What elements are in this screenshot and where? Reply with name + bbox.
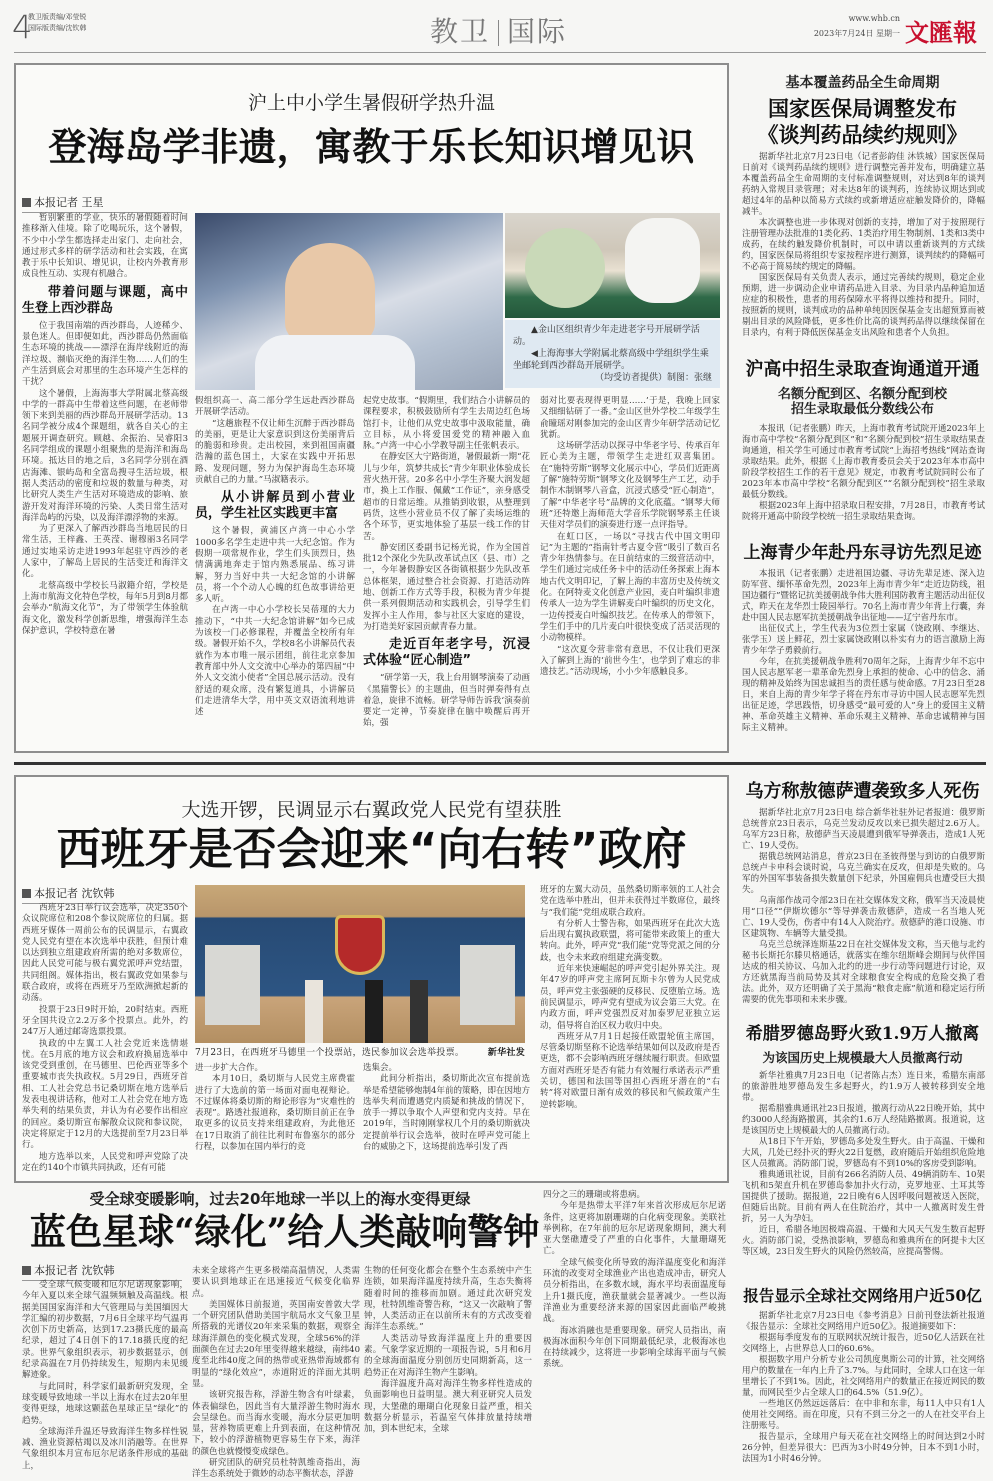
paragraph: 海冰消融也是重要现象。研究人员指出，南极海冰面积今年创下同期最低纪录，北极海冰也在持续减少，这将进一步影响全球海平面与气候系统。 bbox=[543, 1325, 726, 1370]
voting-booth bbox=[205, 945, 260, 1025]
paragraph: 一些地区仍然远远落后：在中非和东非，每11人中只有1人使用社交网络。而在印度，只有不到三分之一的人在社交平台上注册账号。 bbox=[742, 1399, 985, 1431]
byline bbox=[22, 1262, 182, 1281]
article-kicker: 基本覆盖药品全生命周期 bbox=[785, 75, 940, 91]
section-rule bbox=[14, 762, 986, 765]
article-headline: 乌方称敖德萨遭袭致多人死伤 bbox=[745, 781, 980, 802]
article-column bbox=[195, 1063, 355, 1153]
headline-line: 《谈判药品续约规则》 bbox=[757, 122, 968, 147]
paragraph: 地方选举以来，人民党和呼声党除了决定在约140个市镇共同执政，还有可能 bbox=[22, 1151, 188, 1173]
masthead-logo: 文匯報 bbox=[905, 18, 977, 47]
article-kicker: 大选开锣，民调显示右翼政党人民党有望获胜 bbox=[181, 799, 562, 821]
paragraph: “这次夏令营非常有意思，不仅让我们更深入了解到上海的‘前世今生’，也学到了难忘的非遗技艺。”活动现场，小小少年感触良多。 bbox=[540, 644, 720, 678]
paragraph: 今年是热带太平洋7年来首次形成厄尔尼诺条件，这更将加剧珊瑚的白化病变现象。美联社举例称，在7年前的厄尔尼诺现象期间，澳大利亚大堡礁遭受了严重的白化事件，大量珊瑚死亡。 bbox=[543, 1201, 726, 1257]
paragraph: 本报讯（记者张鹏）走进祖国边疆、寻访先辈足迹、深入边防军营、缅怀革命先烈，2023年上海市青少年“走近边防线，祖国边疆行”暨铭记抗美援朝战争伟大胜利国防教育主题活动出征仪式，昨天在龙华烈士陵园举行。70名上海市青少年背上行囊，奔赴中国人民志愿军抗美援朝战争出征地——辽宁省丹东市。 bbox=[742, 569, 985, 623]
paragraph: 西班牙23日举行议会选举，决定350个众议院席位和208个参议院席位的归属。据西班牙媒体一周前公布的民调显示，右翼政党人民党有望在本次选举中获胜，但预计难以达到独立组建政府所需的绝对多数席位，因此人民党可能与极右翼党派呼声党结盟，共同组阁。媒体指出，极右翼政党如果参与联合政府，或将在西班牙乃至欧洲掀起新的动荡。 bbox=[22, 903, 188, 1004]
photo-students-cruise bbox=[195, 213, 503, 390]
paragraph: 班牙的左翼大动员，虽然桑切斯率领的工人社会党在选举中胜出，但并未获得过半数席位，最终与“我们能”党组成联合政府。 bbox=[540, 885, 720, 918]
paragraph: 有分析人士警告称，如果西班牙在此次大选后出现右翼执政联盟，将可能带来政策上的重大转向。此外，呼声党“我们能”党等党派之间的分歧，也令未来政府组建充满变数。 bbox=[540, 918, 720, 963]
paragraph: 据希腊雅典通讯社23日报道，撤离行动从22日晚开始，其中约3000人经海路撤离，其余约1.6万人经陆路撤离。报道说，这是该国历史上规模最大的人员撤离行动。 bbox=[742, 1104, 985, 1136]
article-headline: 沪高中招生录取查询通道开通 bbox=[745, 359, 980, 380]
section-edu: 教卫 bbox=[430, 15, 491, 48]
paragraph: 在静安区大宁路街道，暑假最新一期“花儿与少年，筑梦共成长”青少年职业体验成长营火热开营。20多名中小学生齐聚大润发超市，换上工作服、佩戴“工作证”，亲身感受超市的日常运维。从推销到收银，从整理到码货，这些小营业员不仅了解了卖场运维的各个环节，更实地体验了基层一线工作的甘苦。 bbox=[363, 452, 530, 542]
byline-square-icon bbox=[22, 198, 31, 207]
caption-line-2: ◀上海海事大学附属北蔡高级中学组织学生乘坐邮轮到西沙群岛开展研学。 bbox=[513, 349, 709, 371]
paragraph: 全球海洋升温还导致海洋生物多样性锐减、渔业资源枯竭以及冰川消融等。在世界气象组织本月宣布厄尔尼诺条件形成的基础上， bbox=[22, 1426, 188, 1471]
paragraph: 北蔡高级中学校长马淑籍介绍，学校是上海市航海文化特色学校，每年5月到8月都会举办“航海文化节”，为了带领学生体验航海文化，激发科学创新思维，增强海洋生态保护意识，学校特意在暑 bbox=[22, 580, 188, 636]
article-column bbox=[195, 396, 355, 718]
article-headline bbox=[740, 96, 985, 148]
voter-figure bbox=[305, 980, 323, 1043]
paragraph: 这场研学活动以探寻中华老字号、传承百年匠心美为主题，带领学生走进红双喜集团。在“施特劳斯”钢琴文化展示中心，学员们近距离了解“施特劳斯”钢琴文化及钢琴生产工艺，动手制作木制钢琴八音盒，沉浸式感受“匠心制造”，了解“中华老字号”品牌的文化底蕴。“钢琴大师班”还特邀上海师范大学音乐学院钢琴系主任谈天佳对学员们的演奏进行逐一点评指导。 bbox=[540, 441, 720, 531]
paragraph: 西班牙从7月1日起接任欧盟轮值主席国，尽管桑切斯坚称不论选举结果如何以及政府是否更迭，都不会影响西班牙继续履行职责。但欧盟方面对西班牙是否有能力有效履行承诺表示严重关切，德国和法国等国担心西班牙潜在的“右转”将对欧盟日渐有成效的移民和气候政策产生逆转影响。 bbox=[540, 1031, 720, 1110]
paragraph: 今年，在抗美援朝战争胜利70周年之际，上海青少年不忘中国人民志愿军老一辈革命先烈身上承担的使命、心中的信念、涌现的精神及始终为国忠诚担当的责任感与使命感。7月23日至28日，来自上海的青少年学子将在丹东市寻访中国人民志愿军先烈出征足迹，学思践悟，切身感受“最可爱的人”身上的爱国主义精神、革命英雄主义精神、革命乐观主义精神、革命忠诚精神与国际主义精神。 bbox=[742, 657, 985, 733]
byline-text: 本报记者 沈钦韩 bbox=[34, 1264, 115, 1277]
voter-figure bbox=[410, 980, 428, 1043]
paragraph: 国家医保局有关负责人表示，通过完善续约规则，稳定企业预期，进一步调动企业申请药品进入目录、为目录内品种追加适应症的积极性，患者的用药保障水平将得以维持和提升。同时，按照新的规则，谈判成功的品种单纯因医保基金支出超预算而被剔出目录的风险降低，更多性价比高的谈判药品得以继续保留在目录内，有利于降低医保基金支出风险和患者个人负担。 bbox=[742, 273, 985, 338]
article-column bbox=[742, 424, 985, 523]
article-column bbox=[22, 213, 188, 637]
paragraph: 本月10日，桑切斯与人民党主席费霍进行了大选前的第一场面对面电视辩论。不过媒体将桑切斯的辩论形容为“灾难性的表现”。路透社报道称，桑切斯目前正在争取更多的议员支持来组建政府，为此他还在17日取消了前往比利时布鲁塞尔的部分行程，以参加在国内举行的竞 bbox=[195, 1074, 355, 1153]
photo-madrid-polling-station bbox=[195, 885, 525, 1043]
paragraph: 位于我国南端的西沙群岛，人迹稀少、景色迷人。但即便如此，西沙群岛仍然面临生态环境的挑战——漂浮在海岸线附近的海洋垃圾、濒临灭绝的海洋生物……人们的生产生活到底会对那里的生态环境产生怎样的干扰？ bbox=[22, 320, 188, 388]
paragraph: 进一步扩大合作。 bbox=[195, 1063, 264, 1073]
paragraph: 据俄总统网站消息，普京23日在圣彼得堡与到访的白俄罗斯总统卢卡申科会谈时说，乌克兰确实在反攻，但却是失败的。乌军的外国军事装备损失数量创下纪录，外国雇佣兵也遭受巨大损失。 bbox=[742, 852, 985, 895]
article-column bbox=[742, 1071, 985, 1258]
paragraph: 为了更深入了解西沙群岛当地居民的日常生活，王梓鑫、王英滢、谢穆丽3名同学通过实地采访走进1993年起驻守西沙的老人家中，了解岛上居民的生活变迁和海洋文化。 bbox=[22, 524, 188, 580]
paragraph: 受全球气候变暖和厄尔尼诺现象影响，今年入夏以来全球气温频频触及高温线。根据美国国家海洋和大气管理局与美国缅因大学汇编的初步数据，7月6日全球平均气温再次创下历史新高，达到17.23摄氏度的最高纪录，超过了4日创下的17.18摄氏度的纪录。世界气象组织表示，初步数据显示，创纪录高温在7月仍持续发生，短期内未见缓解迹象。 bbox=[22, 1280, 188, 1381]
editor-edu: 教卫版责编/邓莹锐 bbox=[28, 13, 87, 21]
article-column bbox=[363, 396, 530, 730]
article-kicker: 受全球变暖影响，过去20年地球一半以上的海水变得更绿 bbox=[89, 1190, 471, 1208]
paragraph: 全球气候变化所导致的海洋温度变化和海洋环流的改变对全球渔业产出也造成冲击，研究人员分析指出，在多数水域，海水平均表面温度每上升1摄氏度，渔获量就会显著减少。一些以海洋渔业为重要经济来源的国家因此面临严峻挑战。 bbox=[543, 1257, 726, 1325]
paragraph: 人类活动导致海洋温度上升的重要因素。气象学家近期的一项报告说，5月和6月的全球海面温度分别创历史同期新高，这一趋势正在对海洋生物产生影响。 bbox=[364, 1333, 532, 1378]
issue-date: 2023年7月24日 星期一 bbox=[813, 29, 900, 38]
caption-credit: （均受访者提供）制图：张继 bbox=[594, 373, 712, 383]
paragraph: “这趟旅程不仅让师生沉醉于西沙群岛的美丽，更是让大家意识到这份美丽背后的脆弱和珍贵。走出校园，来到祖国南疆浩瀚的蓝色国土，大家在实践中开拓思路、发现问题，努力为保护海岛生态环境贡献自己的力量。”马淑籍表示。 bbox=[195, 418, 355, 486]
paragraph: 生物的任何变化都会在整个生态系统中产生连锁，如果海洋温度持续升高，生态失衡将随着时间的推移而加剧。通过此次研究发现，杜特凯维奇警告称，“这又一次敲响了警钟，人类活动正在以前所未有的方式改变着海洋生态系统。” bbox=[364, 1266, 532, 1333]
page-number: 4 bbox=[12, 8, 33, 46]
paragraph: 四分之三的珊瑚或将患病。 bbox=[543, 1190, 646, 1200]
headline-line: 国家医保局调整发布 bbox=[768, 96, 957, 121]
caption-line-1: ▲金山区组织青少年走进老字号开展研学活动。 bbox=[513, 325, 700, 347]
section-title bbox=[430, 10, 567, 50]
paragraph: 静安团区委副书记杨光说，作为全国首批12个深化少先队改革试点区（县、市）之一，今年暑假静安区各街镇根据少先队改革总体框架，通过整合社会资源、打造活动阵地、创新工作方式等手段，积极为青少年提供一系列假期活动和实践机会，引导学生们发挥小主人作用，参与社区大家庭的建设，为打造美好家园贡献青春力量。 bbox=[363, 542, 530, 632]
paragraph: 该研究报告称，浮游生物含有叶绿素，体表偏绿色，因此当有大量浮游生物时海水会呈绿色。而当海水变暖，海水分层更加明显，营养物质更难上升到表面，在这种情况下，较小的浮游植物更容易生存下来，海洋的颜色也就慢慢变成绿色。 bbox=[192, 1390, 360, 1457]
caption-text: 7月23日，在西班牙马德里一个投票站，选民参加议会选举投票。 bbox=[195, 1048, 465, 1058]
article-headline: 报告显示全球社交网络用户近50亿 bbox=[743, 1286, 982, 1305]
paragraph: 新华社雅典7月23日电（记者陈占杰）连日来，希腊东南部的旅游胜地罗德岛发生多起野火，约1.9万人被转移到安全地带。 bbox=[742, 1071, 985, 1103]
paragraph: 据新华社北京7月23日电《参考消息》日前刊登法新社报道《报告显示：全球社交网络用户近50亿》。报道摘要如下： bbox=[742, 1311, 985, 1332]
photo-child-1 bbox=[525, 228, 605, 308]
paragraph: 弱对比要表现得更明显……’于是，我晚上回家又细细钻研了一番。”金山区世外学校二年级学生俞瞳瑶对刚参加完的金山区青少年研学活动记忆犹新。 bbox=[540, 396, 720, 440]
paragraph: 近年来快速崛起的呼声党引起外界关注。现年47岁的呼声党主席阿瓦斯卡尔曾为人民党成员，呼声党主张强硬的反移民、反堕胎立场。选前民调显示，呼声党有望成为议会第三大党。在内政方面，呼声党强烈反对加泰罗尼亚独立运动，倡导将自治区权力收归中央。 bbox=[540, 964, 720, 1031]
paragraph: 根据2023年上海中招录取日程安排，7月28日，市教育考试院将开通高中阶段学校统一招生录取结果查询。 bbox=[742, 501, 985, 522]
paragraph: 假组织高一、高二部分学生远赴西沙群岛开展研学活动。 bbox=[195, 396, 355, 418]
paragraph: 起党史故事。“假期里，我们结合小讲解员的课程要求，积极鼓励所有学生去周边红色场馆打卡，让他们从党史故事中汲取能量，确立目标，从小将爱国爱党的精神融入血脉。”卢湾一中心小学教导副主任张帆表示。 bbox=[363, 396, 530, 452]
article-headline: 上海青少年赴丹东寻访先烈足迹 bbox=[743, 543, 982, 563]
photo-caption bbox=[195, 1047, 525, 1059]
paragraph: 选集会。 bbox=[363, 1063, 398, 1073]
article-headline: 西班牙是否会迎来“向右转”政府 bbox=[56, 824, 687, 875]
paragraph: 未来全球将产生更多极端高温情况，人类需要认识到地球正在迅速接近气候变化临界点。 bbox=[192, 1266, 360, 1299]
paragraph: 与此同时，科学家们最新研究发现，全球变暖导致地球一半以上海水在过去20年里变得更绿，地球这颗蓝色星球正呈“绿化”的趋势。 bbox=[22, 1381, 188, 1426]
section-subheading: 带着问题与课题，高中生登上西沙群岛 bbox=[22, 284, 188, 316]
section-intl: 国际 bbox=[507, 15, 568, 48]
paragraph: 雅典通讯社说，目前有266名消防人员、49辆消防车、10架飞机和5架直升机在罗德岛参加扑火行动，克罗地亚、土耳其等国提供了援助。据报道，22日晚有6人因呼吸问题被送入医院，但随后出院。目前有两人在住院治疗，其中一人撤离时发生骨折，另一人为孕妇。 bbox=[742, 1170, 985, 1224]
editors bbox=[28, 12, 86, 34]
section-subheading: 从小讲解员到小营业员，学生社区实践更丰富 bbox=[195, 490, 355, 522]
photo-caption bbox=[505, 320, 720, 388]
article-column bbox=[742, 152, 985, 339]
article-column bbox=[22, 1280, 188, 1472]
article-column bbox=[543, 1190, 726, 1371]
photo-kids-piano-workshop bbox=[505, 213, 720, 318]
article-headline: 蓝色星球“绿化”给人类敲响警钟 bbox=[30, 1211, 540, 1253]
paragraph: 这个暑假，黄浦区卢湾一中心小学1000多名学生走进中共一大纪念馆。作为假期一项常规作业，学生们头顶烈日，热情满满地奔走于馆内熟悉展品、练习讲解，努力当好中共一大纪念馆的小讲解员，将一个个动人心魄的红色故事讲给更多人听。 bbox=[195, 526, 355, 605]
paragraph: 在卢湾一中心小学校长吴蓓瑾的大力推动下，“中共一大纪念馆讲解”如今已成为该校一门必修课程，并覆盖全校所有年级。暑假开始不久，学校8名小讲解员代表就作为本市唯一展示团组，前往北京参加教育部中外人文交流中心举办的第四届“中外人文交流小使者”全国总展示活动。没有舒适的观众席，没有繁复道具，小讲解员们走进清华大学，用中英文双语流利地讲述 bbox=[195, 605, 355, 718]
article-column bbox=[22, 903, 188, 1174]
paragraph: 从18日下午开始，罗德岛多处发生野火。由于高温、干燥和大风，几处已经扑灭的野火22日复燃，政府随后开始组织危险地区人员撤离。消防部门说，罗德岛有不到10%的客房受到影响。 bbox=[742, 1137, 985, 1169]
paragraph: 根据每季度发布的互联网状况统计报告，近50亿人活跃在社交网络上，占世界总人口的60.6%。 bbox=[742, 1333, 985, 1354]
byline-square-icon bbox=[22, 889, 31, 898]
photo-figure bbox=[285, 243, 375, 343]
paragraph: 暂别繁重的学业，快乐的暑假随着时间推移渐入佳境。除了吃喝玩乐，这个暑假，不少中小学生都选择走出家门、走向社会，通过形式多样的研学活动和社会实践，在寓教于乐中长知识、增见识，让校内外教育形成良性互动、实现有机融合。 bbox=[22, 213, 188, 280]
article-column bbox=[540, 396, 720, 678]
article-column bbox=[742, 1311, 985, 1465]
subheadline-line: 名额分配到区、名额分配到校 bbox=[777, 387, 947, 402]
byline bbox=[22, 194, 182, 213]
paragraph: “研学第一天，我上台用钢琴演奏了动画《黑猫警长》的主题曲，但当时弹奏得有点着急，旋律不流畅。研学导师告诉我‘演奏前要定一定神，节奏旋律在脑中唤醒后再开始，强 bbox=[363, 673, 530, 729]
section-subheading: 走近百年老字号，沉浸式体验“匠心制造” bbox=[363, 637, 530, 669]
article-headline: 登海岛学非遗，寓教于乐长知识增见识 bbox=[48, 125, 695, 169]
article-column bbox=[540, 885, 720, 1111]
paragraph: 投票于23日9时开始，20时结束。西班牙全国共设立2.2万多个投票点。此外，约247万人通过邮寄选票投票。 bbox=[22, 1004, 188, 1038]
subheadline-line: 招生录取最低分数线公布 bbox=[790, 402, 934, 417]
article-subheadline bbox=[740, 387, 985, 417]
paragraph: 据新华社北京7月23日电 综合新华社驻外记者报道：俄罗斯总统普京23日表示，乌克兰发动反攻以来已损失超过2.6万人。乌军方23日称，敖德萨当天凌晨遭到俄军导弹袭击，造成1人死亡、19人受伤。 bbox=[742, 808, 985, 851]
section-divider bbox=[498, 20, 499, 46]
paragraph: 在虹口区，一场以“寻找古代中国文明印记”为主题的“指南针考古夏令营”吸引了数百名青少年热情参与。在日前结束的三级营活动中，学生们通过完成任务卡中的活动任务探索上海本地古代文明印记，了解上海的丰富历史及传统文化。在阿特麦文化创意产业园，麦白叶编织非遗传承人一边为学生讲解麦白叶编织的历史文化，一边传授麦白叶编织技艺。在传承人的带领下，学生们手中的几片麦白叶很快变成了活灵活现的小动物模样。 bbox=[540, 531, 720, 644]
article-column bbox=[192, 1266, 360, 1481]
paragraph: 据新华社北京7月23日电（记者彭韵佳 沐铁城）国家医保局日前对《谈判药品续约规则》进行调整完善并发布，明确建立基本覆盖药品全生命周期的支付标准调整规则，对达到8年的谈判药纳入常规目录管理；对未达8年的谈判药，连续协议期达到或超过4年的品种以简易方式续约或新增适应症触发降价的，降幅减半。 bbox=[742, 152, 985, 217]
article-column bbox=[364, 1266, 532, 1435]
paragraph: 出征仪式上，学生代表为3位烈士家属（饶政刚、李继达、张学玉）送上鲜花，烈士家属饶政刚以朴实有力的语言激励上海青少年学子勇毅前行。 bbox=[742, 624, 985, 656]
article-headline: 希腊罗德岛野火致1.9万人撤离 bbox=[745, 1024, 980, 1044]
byline-text: 本报记者 王星 bbox=[34, 196, 104, 209]
paragraph: 海洋温度升高对海洋生物多样性造成的负面影响也日益明显。澳大利亚研究人员发现，大堡礁的珊瑚白化现象日益严重，相关数据分析显示，若温室气体排放量持续增加，到本世纪末，全球 bbox=[364, 1378, 532, 1435]
paragraph: 本次调整也进一步体现对创新的支持，增加了对于按照现行注册管理办法批准的1类化药、1类治疗用生物制剂、1类和3类中成药，在续约触发降价机制时，可以申请以重新谈判的方式续约，国家医保局将组织专家按程序进行测算，谈判续约的降幅可不必高于简易续约规定的降幅。 bbox=[742, 218, 985, 272]
photo-shirt bbox=[255, 335, 415, 390]
header-rule bbox=[14, 52, 986, 53]
site-url: www.whb.cn bbox=[848, 14, 900, 23]
article-column bbox=[742, 808, 985, 1006]
paragraph: 近日，希腊各地因极端高温、干燥和大风天气发生数百起野火。消防部门说，受热浪影响，罗德岛和雅典所在的阿提卡大区等区域，23日发生野火的风险仍然较高，应提高警惕。 bbox=[742, 1225, 985, 1257]
caption-credit: 新华社发 bbox=[487, 1048, 525, 1058]
photo-child-2 bbox=[625, 218, 700, 303]
byline-text: 本报记者 沈钦韩 bbox=[34, 887, 115, 900]
paragraph: 根据数字用户分析专业公司凯度奥斯公司的计算，社交网络用户的数量在一年内上升了3.7%。与此同时，全球人口在这一年里增长了不到1%。因此，社交网络用户的数量正在接近网民的数量，而网民至少占全球人口的64.5%（51.9亿）。 bbox=[742, 1355, 985, 1398]
voter-figure bbox=[365, 980, 383, 1043]
byline-square-icon bbox=[22, 1266, 31, 1275]
editor-intl: 国际版责编/沈钦韩 bbox=[28, 24, 87, 32]
paragraph: 报告显示，全球用户每天花在社交网络上的时间达到2小时26分钟，但差异很大：巴西为3小时49分钟，日本不到1小时，法国为1小时46分钟。 bbox=[742, 1432, 985, 1464]
paragraph: 乌南部作战司令部23日在社交媒体发文称，俄军当天凌晨使用“口径”“伊斯坎德尔”等导弹袭击敖德萨，造成一名当地人死亡、19人受伤，伤者中有14人入院治疗。敖德萨的港口设施、市区建筑物、车辆等大量受损。 bbox=[742, 896, 985, 939]
paragraph: 执政的中左翼工人社会党近来选情堪忧。在5月底的地方议会和政府换届选举中该党受到重创，在马德里、巴伦西亚等多个重要城市丧失执政权。5月29日，西班牙首相、工人社会党总书记桑切斯在地方选举后发表电视讲话称，他对工人社会党在地方选举失利的结果负责，并认为有必要作出相应的回应。桑切斯宣布解散众议院和参议院，决定将原定于12月的大选提前至7月23日举行。 bbox=[22, 1038, 188, 1151]
article-subheadline: 为该国历史上规模最大人员撤离行动 bbox=[762, 1050, 963, 1065]
voting-booth bbox=[460, 945, 515, 1025]
coat-of-arms-icon bbox=[335, 915, 385, 975]
article-kicker: 沪上中小学生暑假研学热升温 bbox=[247, 92, 495, 114]
paragraph: 研究团队的研究员杜特凯维奇指出，海洋生态系统处于微妙的动态平衡状态，浮游 bbox=[192, 1458, 360, 1480]
article-column bbox=[363, 1063, 530, 1153]
article-column bbox=[742, 569, 985, 734]
paragraph: 乌克兰总统泽连斯基22日在社交媒体发文称，当天他与北约秘书长斯托尔滕贝格通话，就落实在维尔纽斯峰会期间与伙伴国达成的相关协议、乌加入北约的进一步行动等问题进行讨论，双方还就黑海当前局势及其对全球粮食安全构成的危险交换了看法。此外，双方还明确了关于黑海“粮食走廊”航道和稳定运行所需要的优先事项和未来步骤。 bbox=[742, 940, 985, 1005]
paragraph: 美国媒体日前报道，英国南安普敦大学一个研究团队借助美国宇航局水文气象卫星所搭载的光谱仪20年来采集的数据，观察全球海洋颜色的变化模式发现，全球56%的洋面颜色在过去20年里变得越来越绿，南纬40度至北纬40度之间的热带或亚热带海域都有明显的“绿化效应”，赤道附近的洋面尤其明显。 bbox=[192, 1299, 360, 1389]
paragraph: 本报讯（记者张鹏）昨天，上海市教育考试院开通2023年上海市高中学校“名额分配到区”和“名额分配到校”招生录取结果查询通道，相关学生可通过市教育考试院“上海招考热线”网站查询录取结果。此外，根据《上海市教育委员会关于2023年本市高中阶段学校招生工作的若干意见》规定，市教育考试院同时公布了2023年本市高中学校“名额分配到区”“名额分配到校”招生录取最低分数线。 bbox=[742, 424, 985, 500]
paragraph: 这个暑假，上海海事大学附属北蔡高级中学的一群高中生带着这些问题，在老师带领下来到美丽的西沙群岛开展研学活动。13名同学被分成4个课题组，就各自关心的主题展开调查研究。顾越、余振治、吴睿阳3名同学组成的课题小组聚焦的是海洋和海岛环境。抵达目的地之后，3名同学分别在酒店海滩、银屿岛和全富岛搜寻生活垃圾，根据人类活动的密度和垃圾的数量与种类，对比研究人类生产生活对环境造成的影响、旅游开发对海洋环境的污染、人类日常生活对海洋岛屿的污染，以及海洋漂浮物的来源。 bbox=[22, 388, 188, 523]
byline bbox=[22, 885, 182, 904]
paragraph: 此间分析指出，桑切斯此次宣布提前选举是希望能够炮制4年前的策略，即在因地方选举失利而遭遇党内质疑和挑战的情况下，放手一搏以争取个人声望和党内支持。早在2019年，当时刚刚掌权几个月的桑切斯就决定提前举行议会选举，彼时在呼声党可能上台的威胁之下，这场提前选举引发了西 bbox=[363, 1074, 530, 1153]
